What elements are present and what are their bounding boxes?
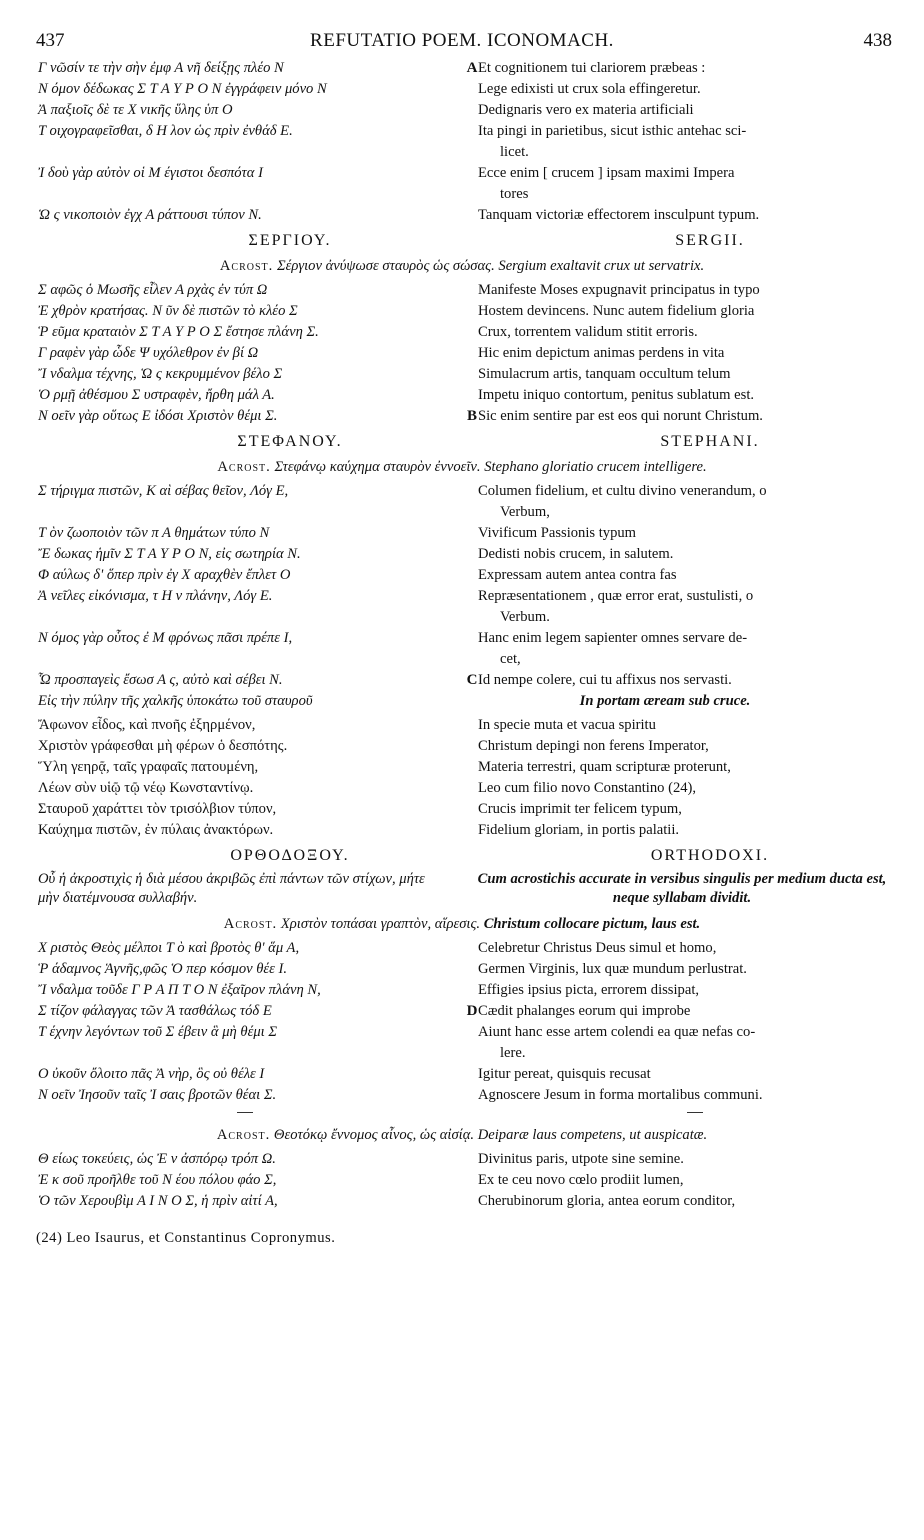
greek-line: Χριστὸν γράφεσθαι μὴ φέρων ὁ δεσπότης. [38, 738, 288, 754]
verse-row [32, 481, 892, 523]
verse-row [32, 565, 892, 586]
latin-line: Crux, torrentem validum stitit erroris. [478, 324, 698, 340]
latin-text: Et cognitionem tui clariorem præbeas : [478, 60, 706, 76]
verse-row [32, 121, 892, 163]
divider-dash-latin [687, 1112, 703, 1113]
greek-line: Ἐ χθρὸν κρατήσας. Ν ῦν δὲ πιστῶν τὸ κλέο Σ [38, 303, 298, 319]
greek-line: Ν οεῖν γὰρ οὕτως Ε ἰδόσι Χριστὸν θέμι Σ. [38, 408, 278, 424]
latin-line: Sic enim sentire par est eos qui norunt Christum. [478, 408, 763, 424]
latin-line: Tanquam victoriæ effectorem insculpunt typum. [478, 207, 760, 223]
latin-line: Vivificum Passionis typum [478, 525, 637, 541]
acrostic-greek: Σέργιον ἀνύψωσε σταυρὸς ὡς σώσας. [276, 258, 495, 274]
greek-line: Ὁ τῶν Χερουβὶμ Α Ι Ν Ο Σ, ἡ πρὶν αἰτί Α, [38, 1193, 278, 1209]
greek-line: Σταυροῦ χαράττει τὸν τρισόλβιον τύπον, [38, 801, 277, 817]
latin-line: Cædit phalanges eorum qui improbe [478, 1003, 691, 1019]
latin-continuation: Verbum, [500, 504, 550, 520]
running-title: REFUTATIO POEM. ICONOMACH. [310, 30, 614, 51]
page-header [32, 30, 892, 58]
greek-line: Θ είως τοκεύεις, ὡς Ἐ ν ἀσπόρῳ τρόπ Ω. [38, 1151, 276, 1167]
latin-line: Agnoscere Jesum in forma mortalibus communi. [478, 1087, 763, 1103]
latin-text: Ita pingi in parietibus, sicut isthic antehac sci- [478, 123, 747, 139]
acrostic-latin: Christum collocare pictum, laus est. [483, 916, 701, 932]
verse-row [32, 406, 892, 427]
greek-line: Φ αύλως δ' ὅπερ πρὶν ἐγ Χ αραχθὲν ἔπλετ Ο [38, 567, 291, 583]
verse-block-6 [32, 1149, 892, 1212]
latin-line [478, 481, 892, 523]
greek-line: Ἐ κ σοῦ προῆλθε τοῦ Ν έου πόλου φάο Σ, [38, 1172, 277, 1188]
greek-line: Ν όμος γὰρ οὗτος ἐ Μ φρόνως πᾶσι πρέπε Ι, [38, 630, 293, 646]
greek-heading: ΣΤΕΦΑΝΟΥ. [237, 433, 343, 450]
greek-line: Ῥ εῦμα κραταιὸν Σ Τ Α Υ Ρ Ο Σ ἔστησε πλάνη Σ. [38, 324, 319, 340]
verse-row [32, 778, 892, 799]
verse-row [32, 343, 892, 364]
verse-row [32, 980, 892, 1001]
latin-line: Celebretur Christus Deus simul et homo, [478, 940, 717, 956]
verse-block-3 [32, 481, 892, 691]
acrostic-greek: Χριστὸν τοπάσαι γραπτὸν, αἵρεσις. [280, 916, 481, 932]
margin-marker: A [466, 60, 478, 76]
greek-line: Ῥ άδαμνος Ἁγνῆς,φῶς Ὁ περ κόσμον θέε Ι. [38, 961, 288, 977]
verse-row [32, 1001, 892, 1022]
verse-row [32, 79, 892, 100]
latin-text: Ecce enim [ crucem ] ipsam maximi Impera [478, 165, 735, 181]
verse-row [32, 1064, 892, 1085]
latin-line: Id nempe colere, cui tu affixus nos servasti. [478, 672, 732, 688]
acrostic-latin: Deiparæ laus competens, ut auspicatæ. [477, 1127, 708, 1143]
latin-line: Christum depingi non ferens Imperator, [478, 738, 709, 754]
verse-block-1 [32, 58, 892, 226]
verse-row [32, 938, 892, 959]
verse-row [32, 364, 892, 385]
greek-line: Γ νῶσίν τε τὴν σὴν ἐμφ Α νῆ δείξῃς πλέο Ν [38, 60, 284, 76]
latin-line: Manifeste Moses expugnavit principatus in typo [478, 282, 760, 298]
verse-row [32, 58, 892, 79]
latin-line [478, 1022, 892, 1064]
verse-row [32, 1149, 892, 1170]
latin-line: Lege edixisti ut crux sola effingeretur. [478, 81, 701, 97]
latin-line [478, 586, 892, 628]
verse-block-2 [32, 280, 892, 427]
latin-line: Materia terrestri, quam scripturæ proterunt, [478, 759, 731, 775]
greek-line: Τ έχνην λεγόντων τοῦ Σ έβειν ἃ μὴ θέμι Σ [38, 1024, 278, 1040]
greek-line: Ἴ νδαλμα τέχνης, Ὡ ς κεκρυμμένον βέλο Σ [38, 366, 283, 382]
verse-row [32, 757, 892, 778]
latin-line [478, 121, 892, 163]
latin-line [478, 628, 892, 670]
verse-row [32, 205, 892, 226]
latin-heading: ORTHODOXI. [650, 847, 770, 864]
acrostic-latin: Stephano gloriatio crucem intelligere. [484, 459, 707, 475]
latin-line: Simulacrum artis, tanquam occultum telum [478, 366, 731, 382]
greek-line: Ο ὐκοῦν ὄλοιτο πᾶς Ἀ νὴρ, ὃς οὐ θέλε Ι [38, 1066, 265, 1082]
latin-line: Germen Virginis, lux quæ mundum perlustrat. [478, 961, 747, 977]
acrostic-label: Acrost. [223, 916, 278, 932]
verse-block-5 [32, 938, 892, 1106]
verse-row [32, 959, 892, 980]
page-number-left: 437 [36, 30, 65, 51]
acrostic-greek: Θεοτόκῳ ἔννομος αἶνος, ὡς αἰσίᾳ. [273, 1127, 475, 1143]
acrostic-greek: Στεφάνῳ καύχημα σταυρὸν ἐννοεῖν. [274, 459, 481, 475]
verse-row [32, 523, 892, 544]
greek-note: Οὗ ἡ ἀκροστιχὶς ἡ διὰ μέσου ἀκριβῶς ἐπὶ πάντων τῶν στίχων, μήτε μὴν διατέμνουσα συλλαβήν. [38, 871, 425, 906]
latin-heading: SERGII. [675, 232, 745, 249]
acrostic-note [32, 870, 892, 908]
section-heading-stephani [32, 430, 892, 454]
verse-block-4 [32, 715, 892, 841]
greek-line: Ἔ δωκας ἡμῖν Σ Τ Α Υ Ρ Ο Ν, εἰς σωτηρία Ν. [38, 546, 301, 562]
latin-text: Hanc enim legem sapienter omnes servare de- [478, 630, 748, 646]
greek-line: Ὁ ρμῇ ἀθέσμου Σ υστραφὲν, ἤρθη μάλ Α. [38, 387, 275, 403]
latin-line: Crucis imprimit ter felicem typum, [478, 801, 682, 817]
acrostic-label: Acrost. [219, 258, 274, 274]
verse-row [32, 1022, 892, 1064]
latin-line: Fidelium gloriam, in portis palatii. [478, 822, 680, 838]
margin-marker: C [466, 672, 478, 688]
verse-row [32, 586, 892, 628]
verse-row [32, 301, 892, 322]
latin-line: Divinitus paris, utpote sine semine. [478, 1151, 684, 1167]
section-heading-orthodoxi [32, 844, 892, 868]
latin-line: Dedisti nobis crucem, in salutem. [478, 546, 674, 562]
acrostic-line [32, 254, 892, 278]
latin-inscription-title: In portam æream sub cruce. [579, 693, 751, 709]
latin-continuation: cet, [500, 651, 521, 667]
divider-dash-greek [237, 1112, 253, 1113]
acrostic-line [32, 912, 892, 936]
latin-line: In specie muta et vacua spiritu [478, 717, 656, 733]
greek-line: Λέων σὺν υἱῷ τῷ νέῳ Κωνσταντίνῳ. [38, 780, 254, 796]
latin-text: Aiunt hanc esse artem colendi ea quæ nefas co- [478, 1024, 756, 1040]
verse-row [32, 1191, 892, 1212]
verse-row [32, 385, 892, 406]
latin-note: Cum acrostichis accurate in versibus singulis per medium ducta est, neque syllabam dividit. [477, 871, 887, 906]
latin-text: Columen fidelium, et cultu divino venerandum, o [478, 483, 767, 499]
latin-line: Ex te ceu novo cœlo prodiit lumen, [478, 1172, 684, 1188]
greek-line: Ἄφωνον εἶδος, καὶ πνοῆς ἐξηρμένον, [38, 717, 256, 733]
latin-line: Leo cum filio novo Constantino (24), [478, 780, 697, 796]
latin-line: Cherubinorum gloria, antea eorum conditor, [478, 1193, 736, 1209]
acrostic-line [32, 455, 892, 479]
verse-row [32, 322, 892, 343]
latin-line: Expressam autem antea contra fas [478, 567, 677, 583]
greek-line: Σ τίζον φάλαγγας τῶν Ἀ τασθάλως τόδ Ε [38, 1003, 272, 1019]
acrostic-latin: Sergium exaltavit crux ut servatrix. [498, 258, 705, 274]
latin-heading: STEPHANI. [660, 433, 760, 450]
verse-row [32, 100, 892, 121]
greek-line: Ἀ νεῖλες εἰκόνισμα, τ Η ν πλάνην, Λόγ Ε. [38, 588, 273, 604]
section-divider [32, 1112, 892, 1113]
margin-marker: D [466, 1003, 478, 1019]
latin-continuation: Verbum. [500, 609, 550, 625]
greek-line: Γ ραφὲν γὰρ ὧδε Ψ υχόλεθρον ἐν βί Ω [38, 345, 259, 361]
latin-line: Dedignaris vero ex materia artificiali [478, 102, 694, 118]
verse-row [32, 628, 892, 670]
margin-marker: B [466, 408, 477, 424]
verse-row [32, 715, 892, 736]
verse-row [32, 799, 892, 820]
verse-row [32, 670, 892, 691]
greek-line: Χ ριστὸς Θεὸς μέλποι Τ ὸ καὶ βροτὸς θ' ἅμ Α, [38, 940, 300, 956]
greek-line: Ἰ δοὺ γὰρ αὐτὸν οἱ Μ έγιστοι δεσπότα Ι [38, 165, 263, 181]
greek-line: Ν οεῖν Ἰησοῦν ταῖς Ἰ σαις βροτῶν θέαι Σ. [38, 1087, 277, 1103]
verse-row [32, 1170, 892, 1191]
greek-line: Καύχημα πιστῶν, ἐν πύλαις ἀνακτόρων. [38, 822, 274, 838]
latin-line: Igitur pereat, quisquis recusat [478, 1066, 651, 1082]
verse-row [32, 544, 892, 565]
latin-line: Hostem devincens. Nunc autem fidelium gloria [478, 303, 755, 319]
greek-line: Ἀ παξιοῖς δὲ τε Χ νικῆς ὕλης ὑπ Ο [38, 102, 233, 118]
acrostic-label: Acrost. [217, 459, 271, 475]
greek-line: Τ οιχογραφεῖσθαι, δ Η λον ὡς πρὶν ἐνθάδ Ε. [38, 123, 293, 139]
verse-row [32, 1085, 892, 1106]
greek-heading: ΣΕΡΓΙΟΥ. [248, 232, 332, 249]
verse-row [32, 280, 892, 301]
latin-continuation: licet. [500, 144, 529, 160]
acrostic-label: Acrost. [216, 1127, 271, 1143]
latin-line: Effigies ipsius picta, errorem dissipat, [478, 982, 700, 998]
section-heading-sergii [32, 229, 892, 253]
greek-line: Σ τήριγμα πιστῶν, Κ αὶ σέβας θεῖον, Λόγ Ε, [38, 483, 289, 499]
page [32, 30, 892, 1247]
greek-inscription-title: Εἰς τὴν πύλην τῆς χαλκῆς ὑποκάτω τοῦ σταυροῦ [38, 693, 313, 709]
acrostic-line [32, 1123, 892, 1147]
latin-continuation: lere. [500, 1045, 526, 1061]
inscription-heading [32, 691, 892, 712]
latin-line: Impetu iniquo contortum, penitus sublatum est. [478, 387, 755, 403]
footnote: (24) Leo Isaurus, et Constantinus Copronymus. [36, 1230, 336, 1246]
greek-line: Ὧ προσπαγεὶς ἔσωσ Α ς, αὐτὸ καὶ σέβει Ν. [38, 672, 283, 688]
verse-row [32, 163, 892, 205]
latin-continuation: tores [500, 186, 529, 202]
greek-line: Ὡ ς νικοποιὸν ἐγχ Α ράττουσι τύπον Ν. [38, 207, 262, 223]
greek-line: Τ ὸν ζωοποιὸν τῶν π Α θημάτων τύπο Ν [38, 525, 270, 541]
verse-row [32, 736, 892, 757]
greek-line: Ὕλη γεηρᾷ, ταῖς γραφαῖς πατουμένη, [38, 759, 259, 775]
greek-line: Σ αφῶς ὁ Μωσῆς εἷλεν Α ρχὰς ἐν τύπ Ω [38, 282, 268, 298]
verse-row [32, 820, 892, 841]
greek-line: Ἴ νδαλμα τοῦδε Γ Ρ Α Π Τ Ο Ν ἐξαῖρον πλάνη Ν, [38, 982, 321, 998]
latin-line [478, 163, 892, 205]
latin-line [478, 58, 892, 79]
page-number-right: 438 [863, 30, 892, 51]
latin-text: Repræsentationem , quæ error erat, sustulisti, o [478, 588, 754, 604]
latin-line: Hic enim depictum animas perdens in vita [478, 345, 725, 361]
greek-line: Ν όμον δέδωκας Σ Τ Α Υ Ρ Ο Ν ἐγγράφειν μόνο Ν [38, 81, 327, 97]
greek-heading: ΟΡΘΟΔΟΞΟΥ. [230, 847, 350, 864]
